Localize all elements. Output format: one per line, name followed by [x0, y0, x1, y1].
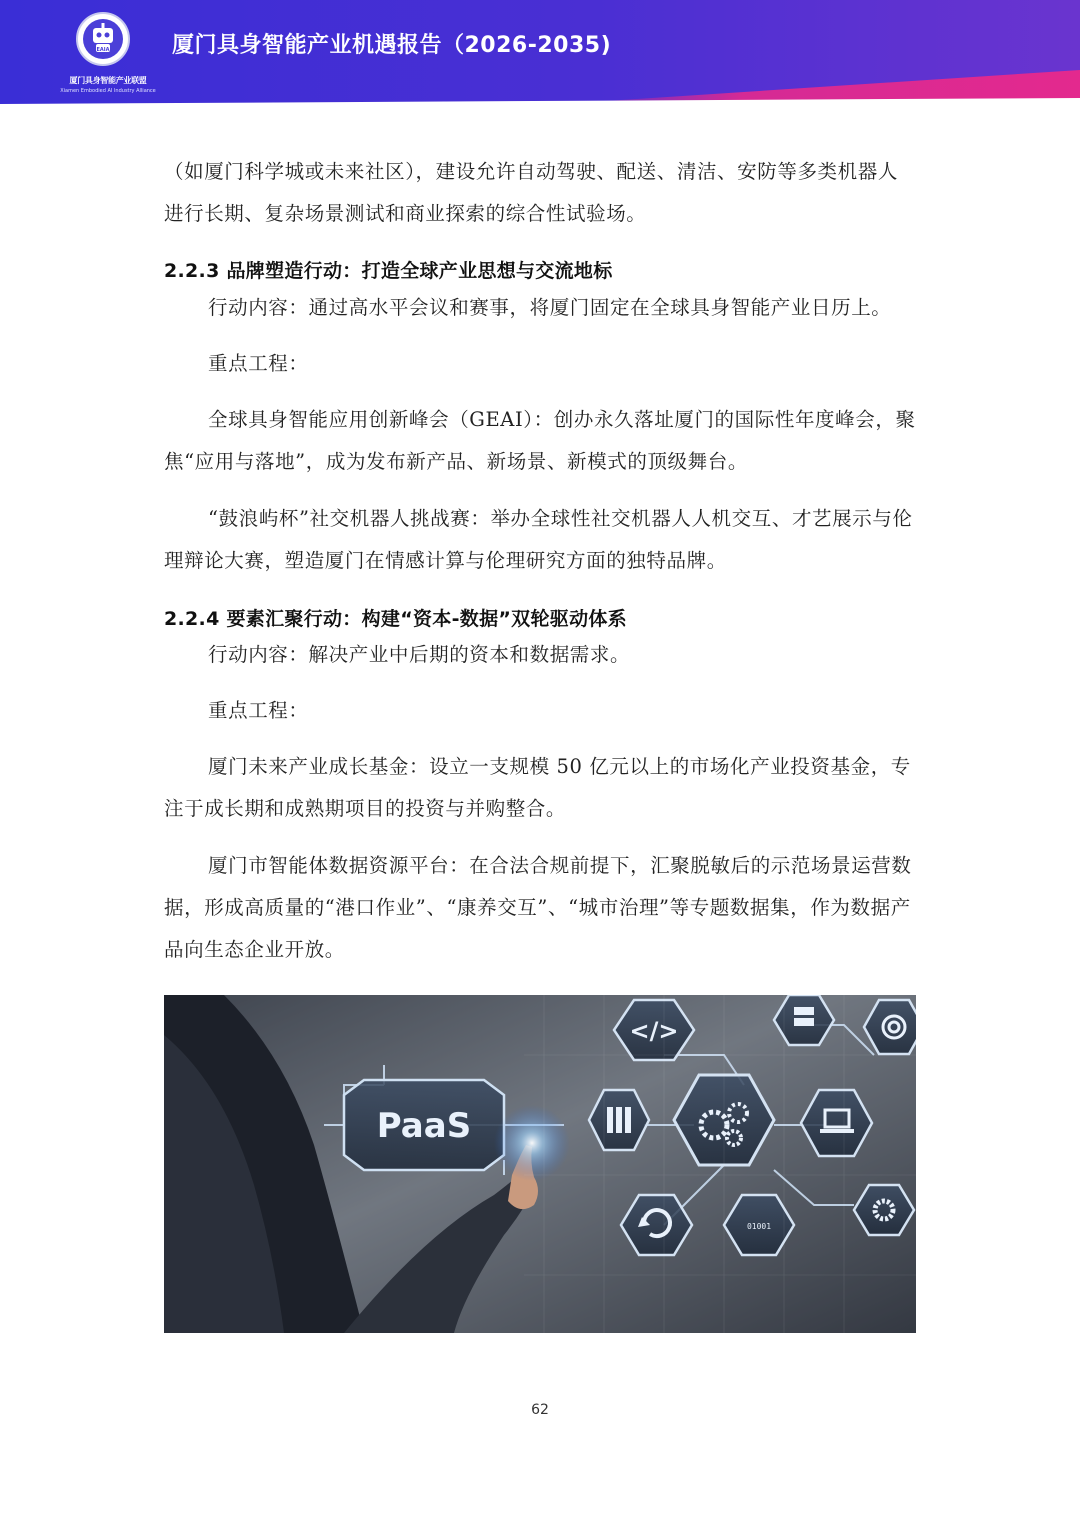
key-projects-label-2-2-3: 重点工程：: [208, 352, 309, 375]
project-data-platform: 厦门市智能体数据资源平台：在合法合规前提下，汇聚脱敏后的示范场景运营数据，形成高质量的“港口作业”、“康养交互”、“城市治理”等专题数据集，作为数据产品向生态企业开放。: [164, 854, 912, 961]
paas-illustration: [164, 995, 916, 1333]
report-title: 厦门具身智能产业机遇报告（2026-2035): [172, 33, 612, 58]
project-gulangyu-cup: “鼓浪屿杯”社交机器人挑战赛：举办全球性社交机器人人机交互、才艺展示与伦理辩论大赛，塑造厦门在情感计算与伦理研究方面的独特品牌。: [164, 507, 913, 572]
project-growth-fund: 厦门未来产业成长基金：设立一支规模 50 亿元以上的市场化产业投资基金，专注于成长期和成熟期项目的投资与并购整合。: [164, 755, 911, 820]
logo-text: 厦门具身智能产业联盟: [69, 76, 147, 85]
alliance-logo: [58, 10, 158, 100]
key-projects-label-2-2-4: 重点工程：: [208, 699, 309, 722]
header-banner: [0, 0, 1080, 104]
paas-label: PaaS: [376, 1106, 472, 1146]
robot-logo-icon: [76, 12, 130, 66]
section-heading-2-2-4: 2.2.4 要素汇聚行动：构建“资本-数据”双轮驱动体系: [164, 608, 627, 630]
binary-text: 01001: [746, 1222, 772, 1231]
section-heading-2-2-3: 2.2.3 品牌塑造行动：打造全球产业思想与交流地标: [164, 260, 613, 282]
logo-abbr: EAIA: [96, 47, 110, 53]
logo-subtext: Xiamen Embodied AI Industry Alliance: [60, 88, 156, 94]
code-glyph: </>: [629, 1017, 679, 1045]
paas-plate: [344, 1080, 504, 1170]
action-content-2-2-3: 行动内容：通过高水平会议和赛事，将厦门固定在全球具身智能产业日历上。: [208, 296, 892, 319]
project-geai-summit: 全球具身智能应用创新峰会（GEAI）：创办永久落址厦门的国际性年度峰会，聚焦“应用与落地”，成为发布新产品、新场景、新模式的顶级舞台。: [164, 408, 916, 473]
page-number: 62: [531, 1402, 549, 1418]
intro-paragraph: （如厦门科学城或未来社区），建设允许自动驾驶、配送、清洁、安防等多类机器人进行长期、复杂场景测试和商业探索的综合性试验场。: [164, 160, 898, 225]
action-content-2-2-4: 行动内容：解决产业中后期的资本和数据需求。: [208, 643, 631, 666]
